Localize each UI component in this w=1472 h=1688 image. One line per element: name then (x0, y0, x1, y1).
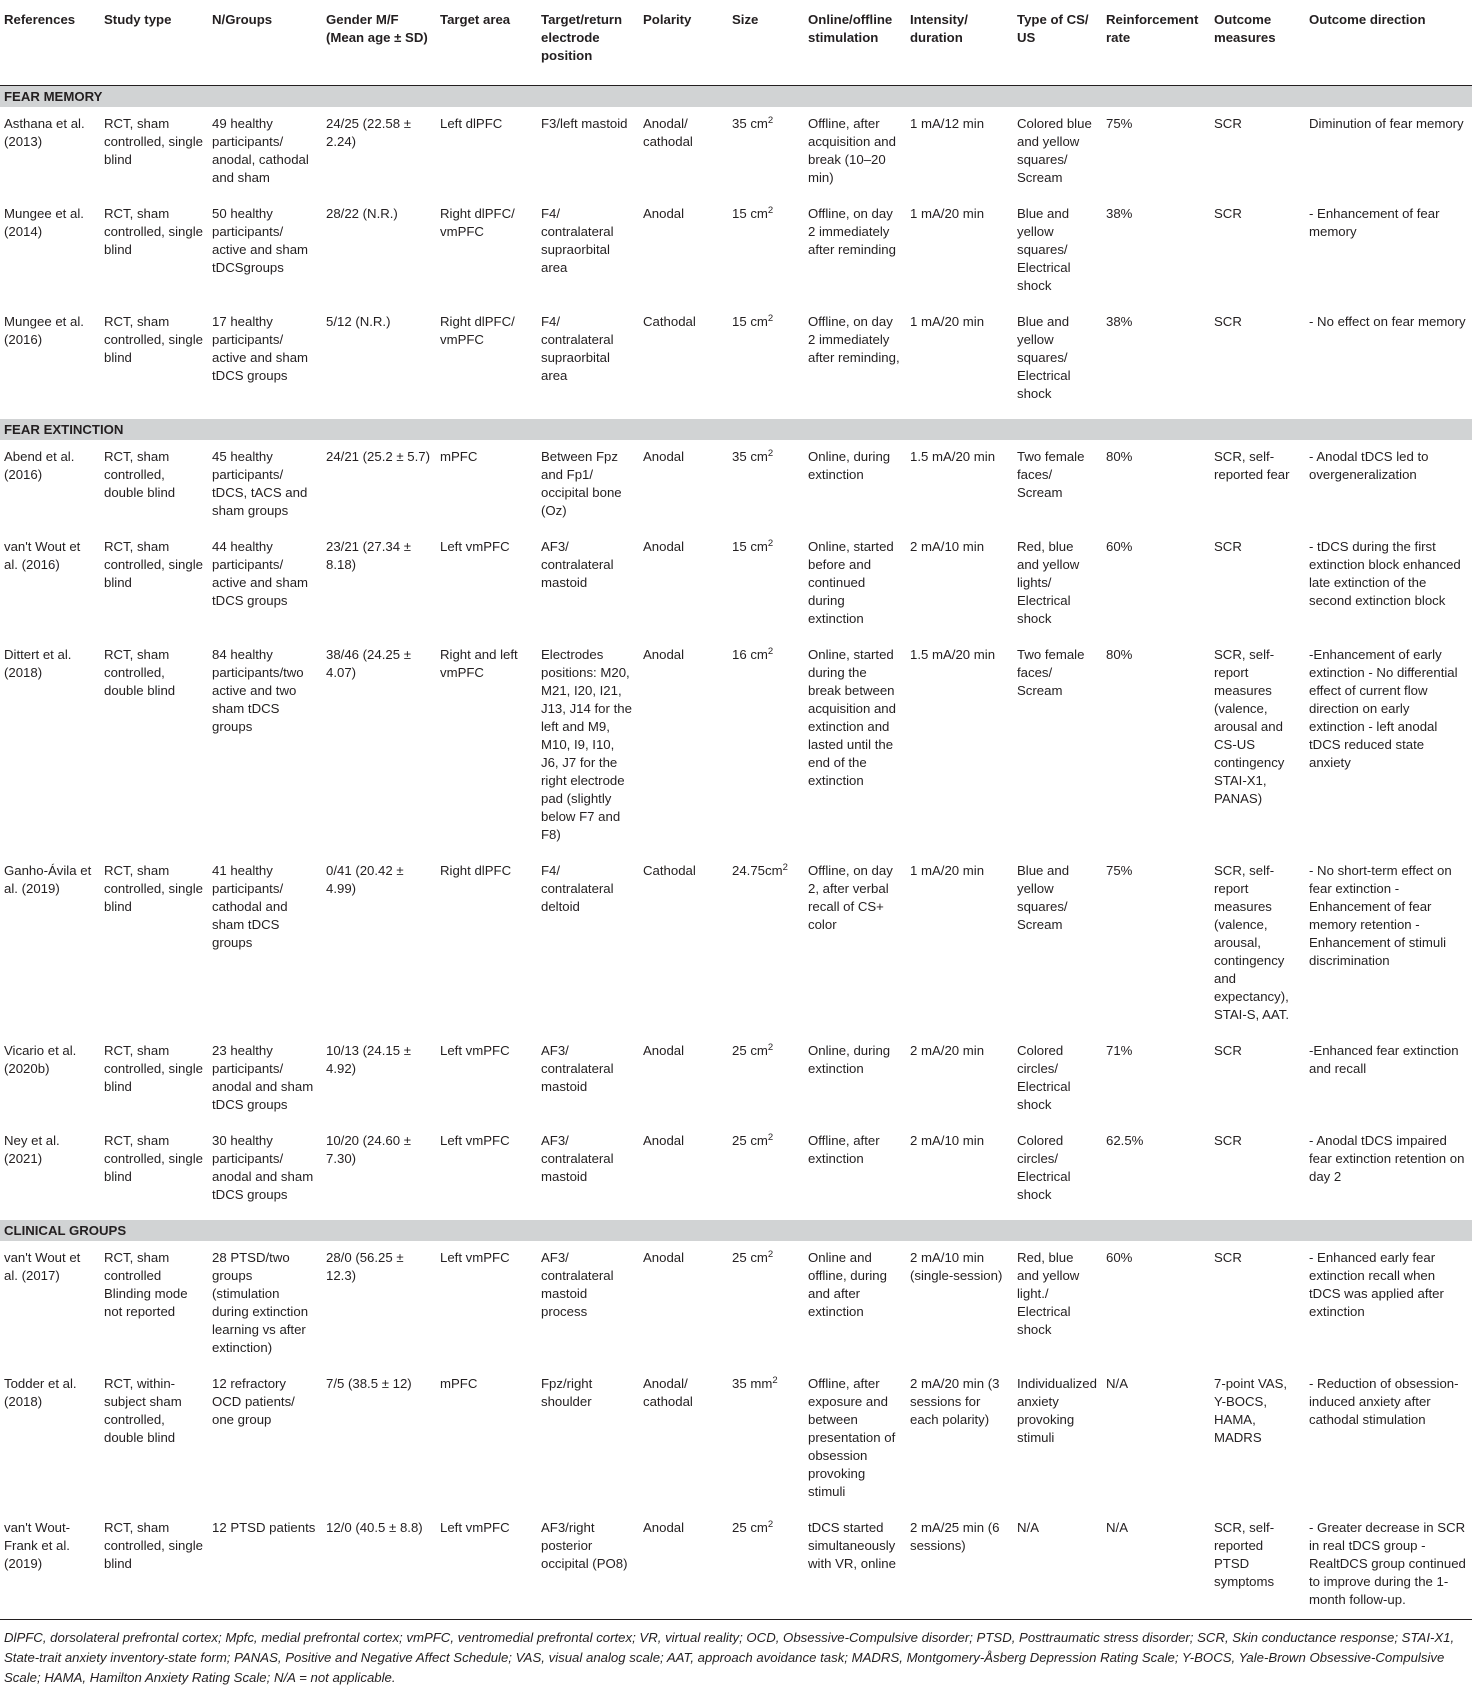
cs-us-cell: Red, blue and yellow lights/ Electrical shock (1017, 539, 1080, 626)
study-type-cell: RCT, sham controlled Blinding mode not reported (104, 1250, 188, 1319)
outcome-measures-cell: SCR, self-reported PTSD symptoms (1210, 1511, 1305, 1620)
reference-cell: Ganho-Ávila et al. (2019) (4, 863, 92, 896)
outcome-direction-cell: - Enhancement of fear memory (1309, 206, 1440, 239)
col-header-outcome-measures: Outcome measures (1210, 0, 1305, 86)
groups-cell: 23 healthy participants/ anodal and sham tDCS groups (212, 1043, 314, 1112)
size-cell (728, 1511, 804, 1620)
size-value: 15 cm (732, 314, 768, 329)
reinforcement-cell: 60% (1106, 1250, 1133, 1265)
reinforcement-cell: 71% (1106, 1043, 1133, 1058)
outcome-direction-cell: - Anodal tDCS led to overgeneralization (1309, 449, 1429, 482)
size-value: 25 cm (732, 1133, 768, 1148)
size-exponent: 2 (767, 1249, 774, 1260)
study-type-cell: RCT, sham controlled, double blind (104, 449, 176, 500)
stimulation-cell: Offline, on day 2, after verbal recall of CS+ color (808, 863, 893, 932)
electrode-cell: F4/ contralateral supraorbital area (541, 206, 614, 275)
outcome-direction-cell: - Reduction of obsession-induced anxiety after cathodal stimulation (1309, 1376, 1459, 1427)
polarity-cell: Anodal (643, 1250, 685, 1265)
groups-cell: 41 healthy participants/ cathodal and sham tDCS groups (212, 863, 288, 950)
groups-cell: 44 healthy participants/ active and sham tDCS groups (212, 539, 309, 608)
gender-age-cell: 24/25 (22.58 ± 2.24) (326, 116, 411, 149)
size-cell (728, 197, 804, 305)
reinforcement-cell: 80% (1106, 449, 1133, 464)
gender-age-cell: 7/5 (38.5 ± 12) (326, 1376, 412, 1391)
target-area-cell: Left vmPFC (440, 1133, 510, 1148)
outcome-measures-cell: SCR (1214, 116, 1242, 131)
size-cell (728, 305, 804, 413)
electrode-cell: Fpz/right shoulder (541, 1376, 593, 1409)
stimulation-cell: Online, during extinction (808, 1043, 891, 1076)
size-cell (728, 638, 804, 854)
polarity-cell: Cathodal (643, 863, 696, 878)
stimulation-cell: Offline, on day 2 immediately after reminding (808, 206, 896, 257)
gender-age-cell: 38/46 (24.25 ± 4.07) (326, 647, 411, 680)
header-row (0, 0, 1472, 86)
col-header-polarity: Polarity (639, 0, 728, 86)
intensity-cell: 2 mA/25 min (6 sessions) (906, 1511, 1013, 1620)
table-row (0, 638, 1472, 854)
reference-cell: Ney et al. (2021) (4, 1133, 60, 1166)
size-cell (728, 530, 804, 638)
outcome-measures-cell: SCR (1214, 1133, 1242, 1148)
stimulation-cell: Offline, after acquisition and break (10–20 min) (808, 116, 896, 185)
outcome-measures-cell: SCR, self-report measures (valence, arousal and CS-US contingency STAI-X1, PANAS) (1214, 647, 1285, 806)
target-area-cell: Right dlPFC/ vmPFC (440, 314, 515, 347)
size-cell (728, 1367, 804, 1511)
outcome-direction-cell: -Enhancement of early extinction - No differential effect of current flow direction on early extinction - left anodal tDCS reduced state anxiety (1309, 647, 1458, 770)
size-value: 16 cm (732, 647, 768, 662)
table-row (0, 1034, 1472, 1124)
table-row (0, 1241, 1472, 1367)
size-value: 35 mm (732, 1376, 773, 1391)
size-exponent: 2 (767, 115, 774, 126)
intensity-cell: 2 mA/20 min (3 sessions for each polarity) (910, 1376, 1000, 1427)
target-area-cell: Left vmPFC (440, 1043, 510, 1058)
cs-us-cell: N/A (1013, 1511, 1102, 1620)
size-exponent: 2 (782, 862, 788, 873)
outcome-direction-cell: - Greater decrease in SCR in real tDCS group - RealtDCS group continued to improve during the 1-month follow-up. (1305, 1511, 1472, 1620)
outcome-direction-cell: -Enhanced fear extinction and recall (1309, 1043, 1459, 1076)
electrode-cell: AF3/ contralateral mastoid process (541, 1250, 614, 1319)
gender-age-cell: 0/41 (20.42 ± 4.99) (326, 863, 404, 896)
gender-age-cell: 23/21 (27.34 ± 8.18) (326, 539, 411, 572)
intensity-cell: 2 mA/10 min (single-session) (910, 1250, 1003, 1283)
cs-us-cell: Blue and yellow squares/ Scream (1017, 863, 1070, 932)
size-value: 35 cm (732, 116, 768, 131)
cs-us-cell: Colored circles/ Electrical shock (1017, 1043, 1071, 1112)
stimulation-cell: Online, started during the break between acquisition and extinction and lasted until the end of the extinction (808, 647, 896, 788)
stimulation-cell: Offline, on day 2 immediately after reminding, (808, 314, 900, 365)
outcome-measures-cell: SCR (1214, 1250, 1242, 1265)
cs-us-cell: Colored circles/ Electrical shock (1017, 1133, 1071, 1202)
outcome-direction-cell: - tDCS during the first extinction block enhanced late extinction of the second extinction block (1309, 539, 1461, 608)
reinforcement-cell: N/A (1102, 1511, 1210, 1620)
size-exponent: 2 (767, 1042, 774, 1053)
reinforcement-cell: 75% (1106, 863, 1133, 878)
groups-cell: 12 refractory OCD patients/ one group (212, 1376, 295, 1427)
gender-age-cell: 28/22 (N.R.) (326, 206, 398, 221)
outcome-direction-cell: - Anodal tDCS impaired fear extinction retention on day 2 (1309, 1133, 1465, 1184)
polarity-cell: Anodal (643, 647, 685, 662)
col-header-reinforcement: Reinforcement rate (1102, 0, 1210, 86)
col-header-target-area: Target area (436, 0, 537, 86)
reference-cell: Dittert et al. (2018) (4, 647, 72, 680)
size-value: 25 cm (732, 1520, 768, 1535)
col-header-gender: Gender M/F (Mean age ± SD) (322, 0, 436, 86)
electrode-cell: F3/left mastoid (541, 116, 628, 131)
reference-cell: van't Wout-Frank et al. (2019) (0, 1511, 100, 1620)
size-exponent: 2 (767, 1132, 774, 1143)
polarity-cell: Anodal (643, 449, 685, 464)
outcome-measures-cell: SCR (1214, 314, 1242, 329)
size-value: 24.75cm (732, 863, 783, 878)
gender-age-cell: 10/20 (24.60 ± 7.30) (326, 1133, 411, 1166)
outcome-direction-cell: - No short-term effect on fear extinction - Enhancement of fear memory retention - Enhancement of stimuli discrimination (1309, 863, 1452, 968)
reinforcement-cell: 80% (1106, 647, 1133, 662)
section-header (0, 1220, 1472, 1241)
electrode-cell: Electrodes positions: M20, M21, I20, I21, J13, J14 for the left and M9, M10, I9, I10, J6, J7 for the right electrode pad (slightly below F7 and F8) (541, 647, 632, 842)
groups-cell: 28 PTSD/two groups (stimulation during extinction learning vs after extinction) (212, 1250, 309, 1355)
study-type-cell: RCT, sham controlled, single blind (104, 314, 203, 365)
outcome-measures-cell: SCR (1214, 1043, 1242, 1058)
gender-age-cell: 10/13 (24.15 ± 4.92) (326, 1043, 411, 1076)
groups-cell: 84 healthy participants/two active and two sham tDCS groups (212, 647, 304, 734)
stimulation-cell: Offline, after exposure and between presentation of obsession provoking stimuli (808, 1376, 896, 1499)
col-header-study-type: Study type (100, 0, 208, 86)
electrode-cell: AF3/ contralateral mastoid (541, 539, 614, 590)
size-value: 15 cm (732, 206, 768, 221)
section-header (0, 419, 1472, 440)
section-title: FEAR MEMORY (0, 86, 1472, 108)
cs-us-cell: Blue and yellow squares/ Electrical shock (1017, 206, 1071, 293)
polarity-cell: Anodal/ cathodal (643, 116, 693, 149)
electrode-cell: F4/ contralateral deltoid (541, 863, 614, 914)
stimulation-cell: Online and offline, during and after extinction (808, 1250, 887, 1319)
col-header-cs-us: Type of CS/ US (1013, 0, 1102, 86)
electrode-cell: AF3/ contralateral mastoid (541, 1133, 614, 1184)
study-type-cell: RCT, within-subject sham controlled, double blind (104, 1376, 182, 1445)
outcome-measures-cell: SCR (1214, 206, 1242, 221)
table-row (0, 305, 1472, 413)
size-cell (728, 1124, 804, 1214)
groups-cell: 12 PTSD patients (208, 1511, 322, 1620)
intensity-cell: 1 mA/20 min (910, 314, 985, 329)
cs-us-cell: Red, blue and yellow light./ Electrical shock (1017, 1250, 1080, 1337)
polarity-cell: Cathodal (643, 314, 696, 329)
size-exponent: 2 (772, 1375, 778, 1386)
reference-cell: van't Wout et al. (2017) (4, 1250, 81, 1283)
size-cell (728, 854, 804, 1034)
reference-cell: Vicario et al. (2020b) (4, 1043, 77, 1076)
size-cell (728, 1034, 804, 1124)
outcome-direction-cell: Diminution of fear memory (1309, 116, 1464, 131)
col-header-size: Size (728, 0, 804, 86)
intensity-cell: 1.5 mA/20 min (910, 647, 996, 662)
cs-us-cell: Colored blue and yellow squares/ Scream (1017, 116, 1092, 185)
outcome-measures-cell: SCR (1214, 539, 1242, 554)
size-value: 35 cm (732, 449, 768, 464)
intensity-cell: 2 mA/10 min (910, 539, 985, 554)
study-type-cell: RCT, sham controlled, single blind (104, 1043, 203, 1094)
intensity-cell: 1.5 mA/20 min (910, 449, 996, 464)
col-header-stimulation: Online/offline stimulation (804, 0, 906, 86)
target-area-cell: Left vmPFC (436, 1511, 537, 1620)
cs-us-cell: Two female faces/ Scream (1017, 647, 1085, 698)
gender-age-cell: 28/0 (56.25 ± 12.3) (326, 1250, 404, 1283)
reference-cell: van't Wout et al. (2016) (4, 539, 81, 572)
reference-cell: Mungee et al. (2016) (4, 314, 84, 347)
intensity-cell: 2 mA/20 min (910, 1043, 985, 1058)
study-type-cell: RCT, sham controlled, single blind (100, 1511, 208, 1620)
reference-cell: Mungee et al. (2014) (4, 206, 84, 239)
electrode-cell: Between Fpz and Fp1/ occipital bone (Oz) (541, 449, 622, 518)
outcome-measures-cell: SCR, self-report measures (valence, arousal, contingency and expectancy), STAI-S, AAT. (1214, 863, 1289, 1022)
polarity-cell: Anodal (643, 206, 685, 221)
size-exponent: 2 (767, 1519, 774, 1530)
groups-cell: 45 healthy participants/ tDCS, tACS and sham groups (212, 449, 308, 518)
cs-us-cell: Individualized anxiety provoking stimuli (1017, 1376, 1097, 1445)
outcome-measures-cell: 7-point VAS, Y-BOCS, HAMA, MADRS (1214, 1376, 1288, 1445)
gender-age-cell: 12/0 (40.5 ± 8.8) (322, 1511, 436, 1620)
reinforcement-cell: 38% (1106, 206, 1133, 221)
size-value: 25 cm (732, 1043, 768, 1058)
reinforcement-cell: 75% (1106, 116, 1133, 131)
cs-us-cell: Blue and yellow squares/ Electrical shock (1017, 314, 1071, 401)
col-header-outcome-direction: Outcome direction (1305, 0, 1472, 86)
size-exponent: 2 (767, 646, 774, 657)
outcome-direction-cell: - Enhanced early fear extinction recall when tDCS was applied after extinction (1309, 1250, 1444, 1319)
outcome-direction-cell: - No effect on fear memory (1309, 314, 1466, 329)
target-area-cell: Right and left vmPFC (440, 647, 518, 680)
reference-cell: Asthana et al. (2013) (4, 116, 85, 149)
target-area-cell: Left dlPFC (440, 116, 503, 131)
reinforcement-cell: 60% (1106, 539, 1133, 554)
groups-cell: 17 healthy participants/ active and sham tDCS groups (212, 314, 309, 383)
study-type-cell: RCT, sham controlled, single blind (104, 116, 203, 167)
polarity-cell: Anodal/ cathodal (643, 1376, 693, 1409)
stimulation-cell: Online, during extinction (808, 449, 891, 482)
intensity-cell: 1 mA/20 min (910, 863, 985, 878)
size-value: 15 cm (732, 539, 768, 554)
electrode-cell: F4/ contralateral supraorbital area (541, 314, 614, 383)
table-footnote: DlPFC, dorsolateral prefrontal cortex; Mpfc, medial prefrontal cortex; vmPFC, ventromedial prefrontal cortex; VR, virtual reality; OCD, Obsessive-Compulsive disorder; PTSD, Posttraumatic stress disorder; SCR, Skin conductance response; STAI-X1, State-trait anxiety inventory-state form; PANAS, Positive and Negative Affect Schedule; VAS, visual analog scale; AAT, approach avoidance task; MADRS, Montgomery-Åsberg Depression Rating Scale; Y-BOCS, Yale-Brown Obsessive-Compulsive Scale; HAMA, Hamilton Anxiety Rating Scale; N/A = not applicable. (4, 1630, 1455, 1685)
groups-cell: 50 healthy participants/ active and sham tDCSgroups (212, 206, 309, 275)
size-exponent: 2 (767, 538, 774, 549)
study-type-cell: RCT, sham controlled, single blind (104, 206, 203, 257)
reference-cell: Abend et al. (2016) (4, 449, 75, 482)
size-exponent: 2 (767, 448, 774, 459)
study-type-cell: RCT, sham controlled, single blind (104, 863, 203, 914)
size-cell (728, 1241, 804, 1367)
table-row (0, 440, 1472, 530)
study-type-cell: RCT, sham controlled, single blind (104, 1133, 203, 1184)
section-title: FEAR EXTINCTION (0, 419, 1472, 440)
reference-cell: Todder et al. (2018) (4, 1376, 77, 1409)
intensity-cell: 1 mA/20 min (910, 206, 985, 221)
groups-cell: 49 healthy participants/ anodal, cathodal and sham (212, 116, 309, 185)
table-row (0, 530, 1472, 638)
table-row (0, 1367, 1472, 1511)
intensity-cell: 2 mA/10 min (910, 1133, 985, 1148)
table-body (0, 86, 1472, 1620)
col-header-intensity: Intensity/ duration (906, 0, 1013, 86)
polarity-cell: Anodal (643, 1043, 685, 1058)
section-title: CLINICAL GROUPS (0, 1220, 1472, 1241)
reinforcement-cell: 38% (1106, 314, 1133, 329)
study-type-cell: RCT, sham controlled, double blind (104, 647, 176, 698)
stimulation-cell: Online, started before and continued during extinction (808, 539, 894, 626)
size-cell (728, 440, 804, 530)
size-cell (728, 107, 804, 197)
table-row (0, 854, 1472, 1034)
section-header (0, 86, 1472, 108)
target-area-cell: Left vmPFC (440, 539, 510, 554)
col-header-groups: N/Groups (208, 0, 322, 86)
size-exponent: 2 (767, 313, 774, 324)
table-row (0, 1124, 1472, 1214)
stimulation-cell: tDCS started simultaneously with VR, online (804, 1511, 906, 1620)
electrode-cell: AF3/right posterior occipital (PO8) (537, 1511, 639, 1620)
table-row (0, 197, 1472, 305)
groups-cell: 30 healthy participants/ anodal and sham tDCS groups (212, 1133, 314, 1202)
target-area-cell: Left vmPFC (440, 1250, 510, 1265)
study-type-cell: RCT, sham controlled, single blind (104, 539, 203, 590)
table-row (0, 1511, 1472, 1620)
polarity-cell: Anodal (639, 1511, 728, 1620)
target-area-cell: Right dlPFC/ vmPFC (440, 206, 515, 239)
polarity-cell: Anodal (643, 539, 685, 554)
stimulation-cell: Offline, after extinction (808, 1133, 880, 1166)
col-header-electrode: Target/return electrode position (537, 0, 639, 86)
gender-age-cell: 5/12 (N.R.) (326, 314, 391, 329)
gender-age-cell: 24/21 (25.2 ± 5.7) (326, 449, 431, 464)
size-value: 25 cm (732, 1250, 768, 1265)
col-header-references: References (0, 0, 100, 86)
cs-us-cell: Two female faces/ Scream (1017, 449, 1085, 500)
intensity-cell: 1 mA/12 min (910, 116, 985, 131)
reinforcement-cell: 62.5% (1106, 1133, 1144, 1148)
target-area-cell: mPFC (440, 449, 478, 464)
reinforcement-cell: N/A (1106, 1376, 1128, 1391)
size-exponent: 2 (767, 205, 774, 216)
target-area-cell: Right dlPFC (440, 863, 512, 878)
target-area-cell: mPFC (440, 1376, 478, 1391)
outcome-measures-cell: SCR, self-reported fear (1214, 449, 1290, 482)
electrode-cell: AF3/ contralateral mastoid (541, 1043, 614, 1094)
table-row (0, 107, 1472, 197)
polarity-cell: Anodal (643, 1133, 685, 1148)
